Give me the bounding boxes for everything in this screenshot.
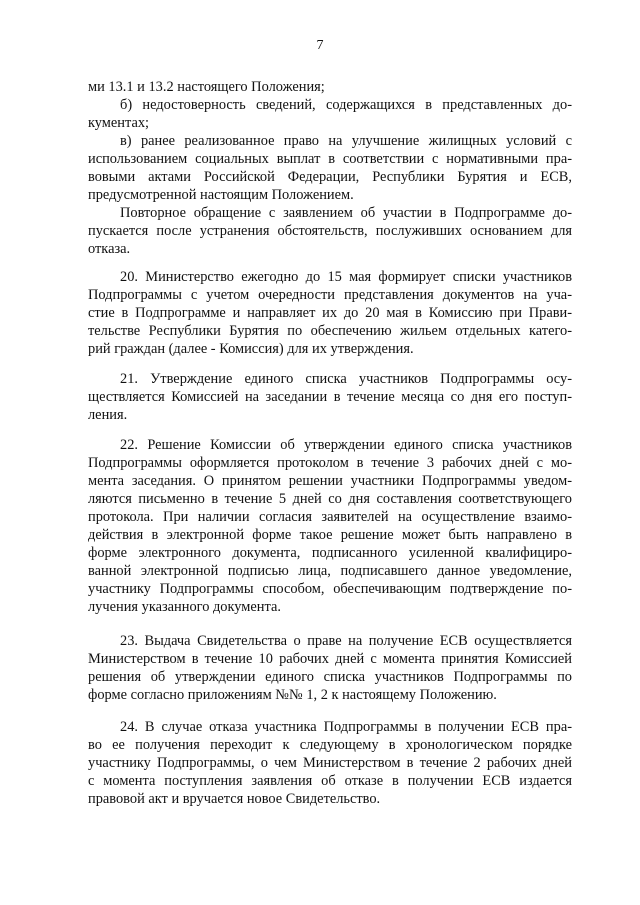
page-number: 7 xyxy=(316,38,324,53)
text-line: форме электронного документа, подписанного усиленной квалифициро- xyxy=(88,545,572,561)
text-line: лучения указанного документа. xyxy=(88,599,281,615)
text-line: с момента поступления заявления об отказе в получении ЕСВ издается xyxy=(88,773,572,789)
text-line: во ее получения переходит к следующему в хронологическом порядке xyxy=(88,737,572,753)
text-line: мента заседания. О принятом решении участники Подпрограммы уведом- xyxy=(88,473,572,489)
text-line: 23. Выдача Свидетельства о праве на получение ЕСВ осуществляется xyxy=(120,633,572,649)
text-line: ванной электронной подписью лица, подписавшего данное уведомление, xyxy=(88,563,572,579)
text-line: участнику Подпрограммы, о чем Министерством в течение 2 рабочих дней xyxy=(88,755,572,771)
text-line: ществляется Комиссией на заседании в течение месяца со дня его поступ- xyxy=(88,389,572,405)
text-line: вовыми актами Российской Федерации, Республики Бурятия и ЕСВ, xyxy=(88,169,572,185)
text-line: 22. Решение Комиссии об утверждении единого списка участников xyxy=(120,437,572,453)
text-line: стие в Подпрограмме и направляет их до 20 мая в Комиссию при Прави- xyxy=(88,305,572,321)
text-line: Подпрограммы с учетом очередности представления документов на уча- xyxy=(88,287,572,303)
text-line: протокола. При наличии согласия заявителей на осуществление взаимо- xyxy=(88,509,572,525)
text-line: кументах; xyxy=(88,115,150,131)
text-line: б) недостоверность сведений, содержащихся в представленных до- xyxy=(120,97,572,113)
text-line: Повторное обращение с заявлением об участии в Подпрограмме до- xyxy=(120,205,572,221)
text-line: 24. В случае отказа участника Подпрограммы в получении ЕСВ пра- xyxy=(120,719,572,735)
text-line: 21. Утверждение единого списка участников Подпрограммы осу- xyxy=(120,371,572,387)
text-line: отказа. xyxy=(88,241,131,257)
text-line: участнику Подпрограммы способом, обеспечивающим подтверждение по- xyxy=(88,581,572,597)
text-line: пускается после устранения обстоятельств, послуживших основанием для xyxy=(88,223,572,239)
text-line: форме согласно приложениям №№ 1, 2 к настоящему Положению. xyxy=(88,687,497,703)
text-line: ляются письменно в течение 5 дней со дня составления соответствующего xyxy=(88,491,572,507)
text-line: действия в электронной форме такое решение может быть направлено в xyxy=(88,527,572,543)
text-line: использованием социальных выплат в соответствии с нормативными пра- xyxy=(88,151,572,167)
text-line: ления. xyxy=(88,407,128,423)
text-line: Министерством в течение 10 рабочих дней с момента принятия Комиссией xyxy=(88,651,572,667)
text-line: в) ранее реализованное право на улучшение жилищных условий с xyxy=(120,133,572,149)
text-line: 20. Министерство ежегодно до 15 мая формирует списки участников xyxy=(120,269,572,285)
text-line: ми 13.1 и 13.2 настоящего Положения; xyxy=(88,79,325,95)
text-line: решения об утверждении единого списка участников Подпрограммы по xyxy=(88,669,572,685)
text-line: рий граждан (далее - Комиссия) для их утверждения. xyxy=(88,341,414,357)
text-line: правовой акт и вручается новое Свидетельство. xyxy=(88,791,381,807)
text-line: предусмотренной настоящим Положением. xyxy=(88,187,354,203)
text-line: Подпрограммы оформляется протоколом в течение 3 рабочих дней с мо- xyxy=(88,455,572,471)
text-line: тельстве Республики Бурятия по обеспечению жильем отдельных катего- xyxy=(88,323,572,339)
